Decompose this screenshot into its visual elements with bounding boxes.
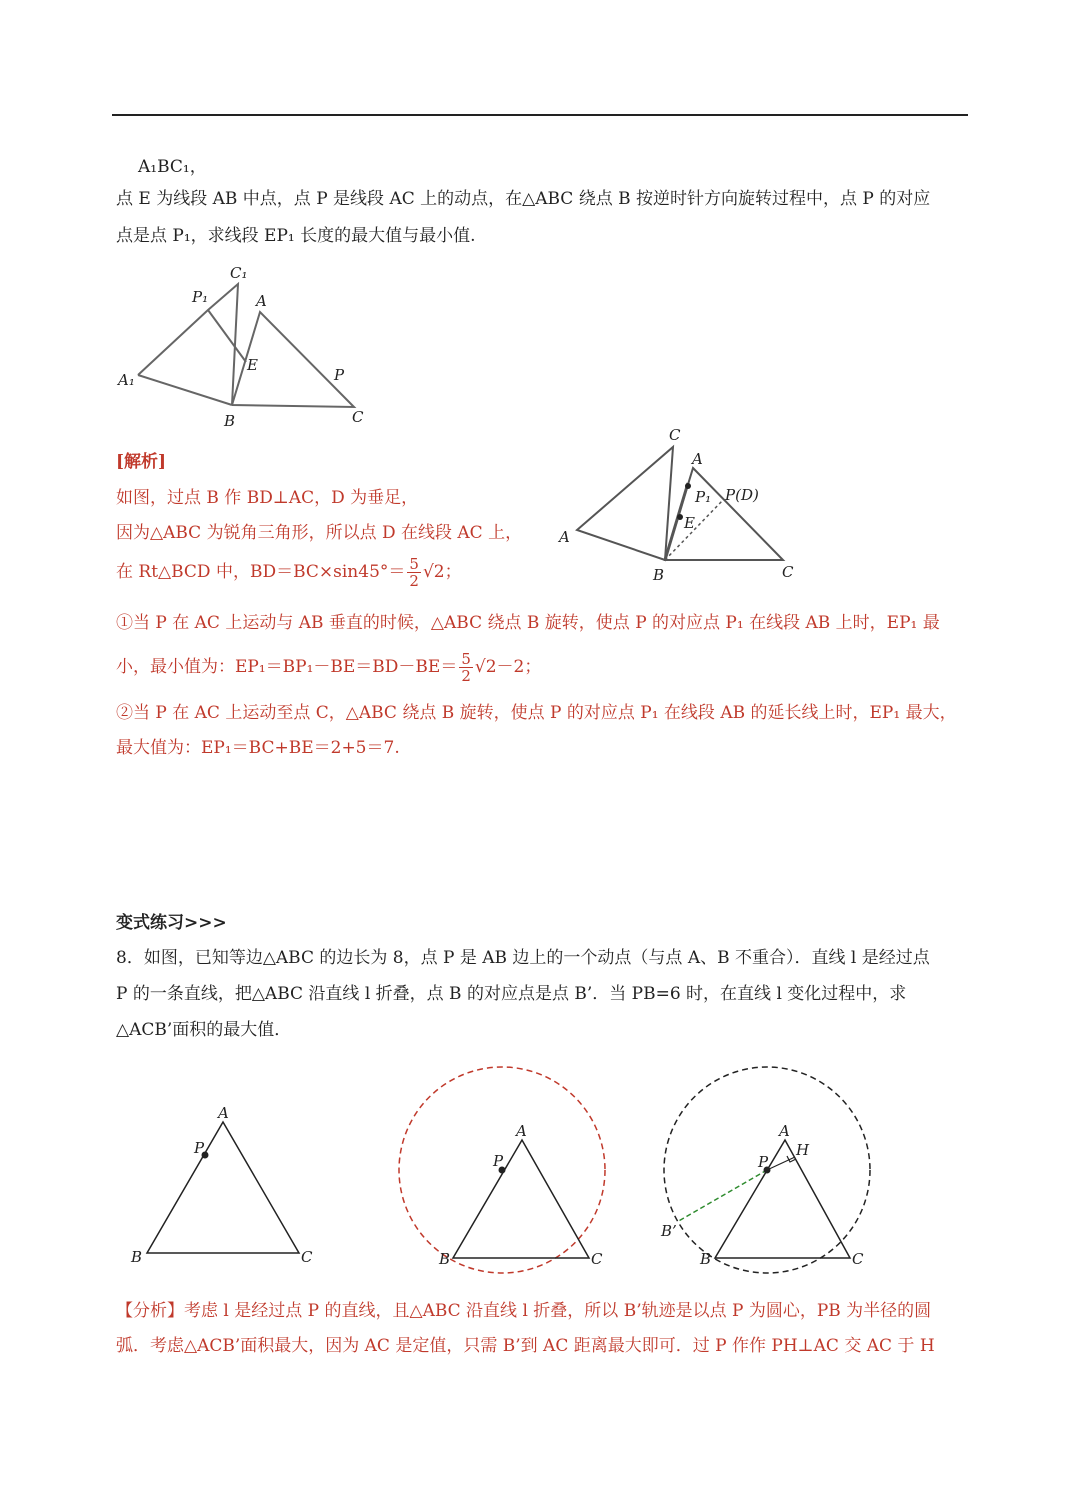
- case1-line1: ①当 P 在 AC 上运动与 AB 垂直的时候，△ABC 绕点 B 旋转，使点 P 的对应点 P₁ 在线段 AB 上时，EP₁ 最: [116, 613, 940, 633]
- fig1-label-a1: A₁: [118, 371, 135, 389]
- figure2-perpendicular-diagram: [555, 420, 815, 590]
- fig1-label-e: E: [247, 356, 258, 374]
- fig2-label-b: B: [653, 566, 665, 584]
- fig1-label-p: P: [334, 366, 345, 384]
- fig4-label-b: B: [439, 1250, 451, 1268]
- fig1-label-a: A: [256, 292, 267, 310]
- variant-line1: 8．如图，已知等边△ABC 的边长为 8，点 P 是 AB 边上的一个动点（与点 A、B 不重合）．直线 l 是经过点: [116, 948, 930, 968]
- analysis8-line1: 【分析】考虑 l 是经过点 P 的直线，且△ABC 沿直线 l 折叠，所以 B’轨迹是以点 P 为圆心，PB 为半径的圆: [116, 1301, 932, 1321]
- figure4-triangle-red-circle: [395, 1065, 610, 1280]
- variant-heading: 变式练习>>>: [116, 913, 227, 933]
- fig5-label-b-prime: B’: [661, 1222, 677, 1240]
- fig5-label-h: H: [796, 1141, 810, 1159]
- fig5-label-c: C: [852, 1250, 864, 1268]
- fig3-label-c: C: [301, 1248, 313, 1266]
- fig3-label-b: B: [131, 1248, 143, 1266]
- problem7-line2: 点是点 P₁，求线段 EP₁ 长度的最大值与最小值.: [116, 226, 476, 246]
- fig2-label-pd: P(D): [725, 486, 759, 504]
- analysis7-heading: [解析]: [116, 452, 167, 472]
- header-rule: [112, 114, 968, 116]
- fig2-label-c-right: C: [782, 563, 794, 581]
- analysis7-line3-post: √2；: [422, 562, 462, 582]
- figure1-rotation-diagram: [110, 260, 380, 430]
- fig3-label-a: A: [218, 1104, 229, 1122]
- figure3-equilateral-triangle: [125, 1100, 335, 1275]
- fig1-label-p1: P₁: [192, 288, 209, 306]
- case1-line2-pre: 小，最小值为：EP₁＝BP₁－BE＝BD－BE＝: [116, 657, 458, 677]
- analysis7-line3: [116, 556, 462, 589]
- fig4-label-c: C: [591, 1250, 603, 1268]
- fig4-label-a: A: [516, 1122, 527, 1140]
- fig2-label-a: A: [692, 450, 703, 468]
- case2-line1: ②当 P 在 AC 上运动至点 C，△ABC 绕点 B 旋转，使点 P 的对应点 P₁ 在线段 AB 的延长线上时，EP₁ 最大，: [116, 703, 957, 723]
- fig1-label-b: B: [224, 412, 236, 430]
- fraction-five-halves-2: $\frac{5}{2}$: [461, 650, 471, 685]
- fig2-label-e: E: [684, 514, 695, 532]
- fig4-label-p: P: [493, 1152, 504, 1170]
- fig5-label-b: B: [700, 1250, 712, 1268]
- variant-line3: △ACB’面积的最大值．: [116, 1020, 292, 1040]
- analysis7-line1: 如图，过点 B 作 BD⊥AC，D 为垂足，: [116, 488, 419, 508]
- fig3-label-p: P: [194, 1139, 205, 1157]
- fig5-label-a: A: [779, 1122, 790, 1140]
- fig5-label-p: P: [758, 1153, 769, 1171]
- fraction-five-halves: $\frac{5}{2}$: [409, 555, 419, 590]
- analysis7-line2: 因为△ABC 为锐角三角形，所以点 D 在线段 AC 上，: [116, 523, 523, 543]
- fig2-label-c: C: [669, 426, 681, 444]
- analysis7-line3-pre: 在 Rt△BCD 中，BD＝BC×sin45°＝: [116, 562, 406, 582]
- fig1-label-c1: C₁: [230, 264, 248, 282]
- continued-line: A₁BC₁，: [138, 157, 207, 177]
- problem7-line1: 点 E 为线段 AB 中点，点 P 是线段 AC 上的动点，在△ABC 绕点 B 按逆时针方向旋转过程中，点 P 的对应: [116, 189, 931, 209]
- variant-line2: P 的一条直线，把△ABC 沿直线 l 折叠，点 B 的对应点是点 B’．当 PB=6 时，在直线 l 变化过程中，求: [116, 984, 907, 1004]
- figure5-triangle-construction: [655, 1065, 875, 1280]
- case2-line2: 最大值为：EP₁＝BC+BE＝2+5＝7.: [116, 738, 400, 758]
- case1-line2-post: √2－2；: [474, 657, 542, 677]
- case1-line2: [116, 651, 541, 684]
- analysis8-line2: 弧．考虑△ACB’面积最大，因为 AC 是定值，只需 B’到 AC 距离最大即可．过 P 作作 PH⊥AC 交 AC 于 H: [116, 1336, 935, 1356]
- fig1-label-c: C: [352, 408, 364, 426]
- fig2-label-p1: P₁: [695, 488, 712, 506]
- fig2-label-a-left: A: [559, 528, 570, 546]
